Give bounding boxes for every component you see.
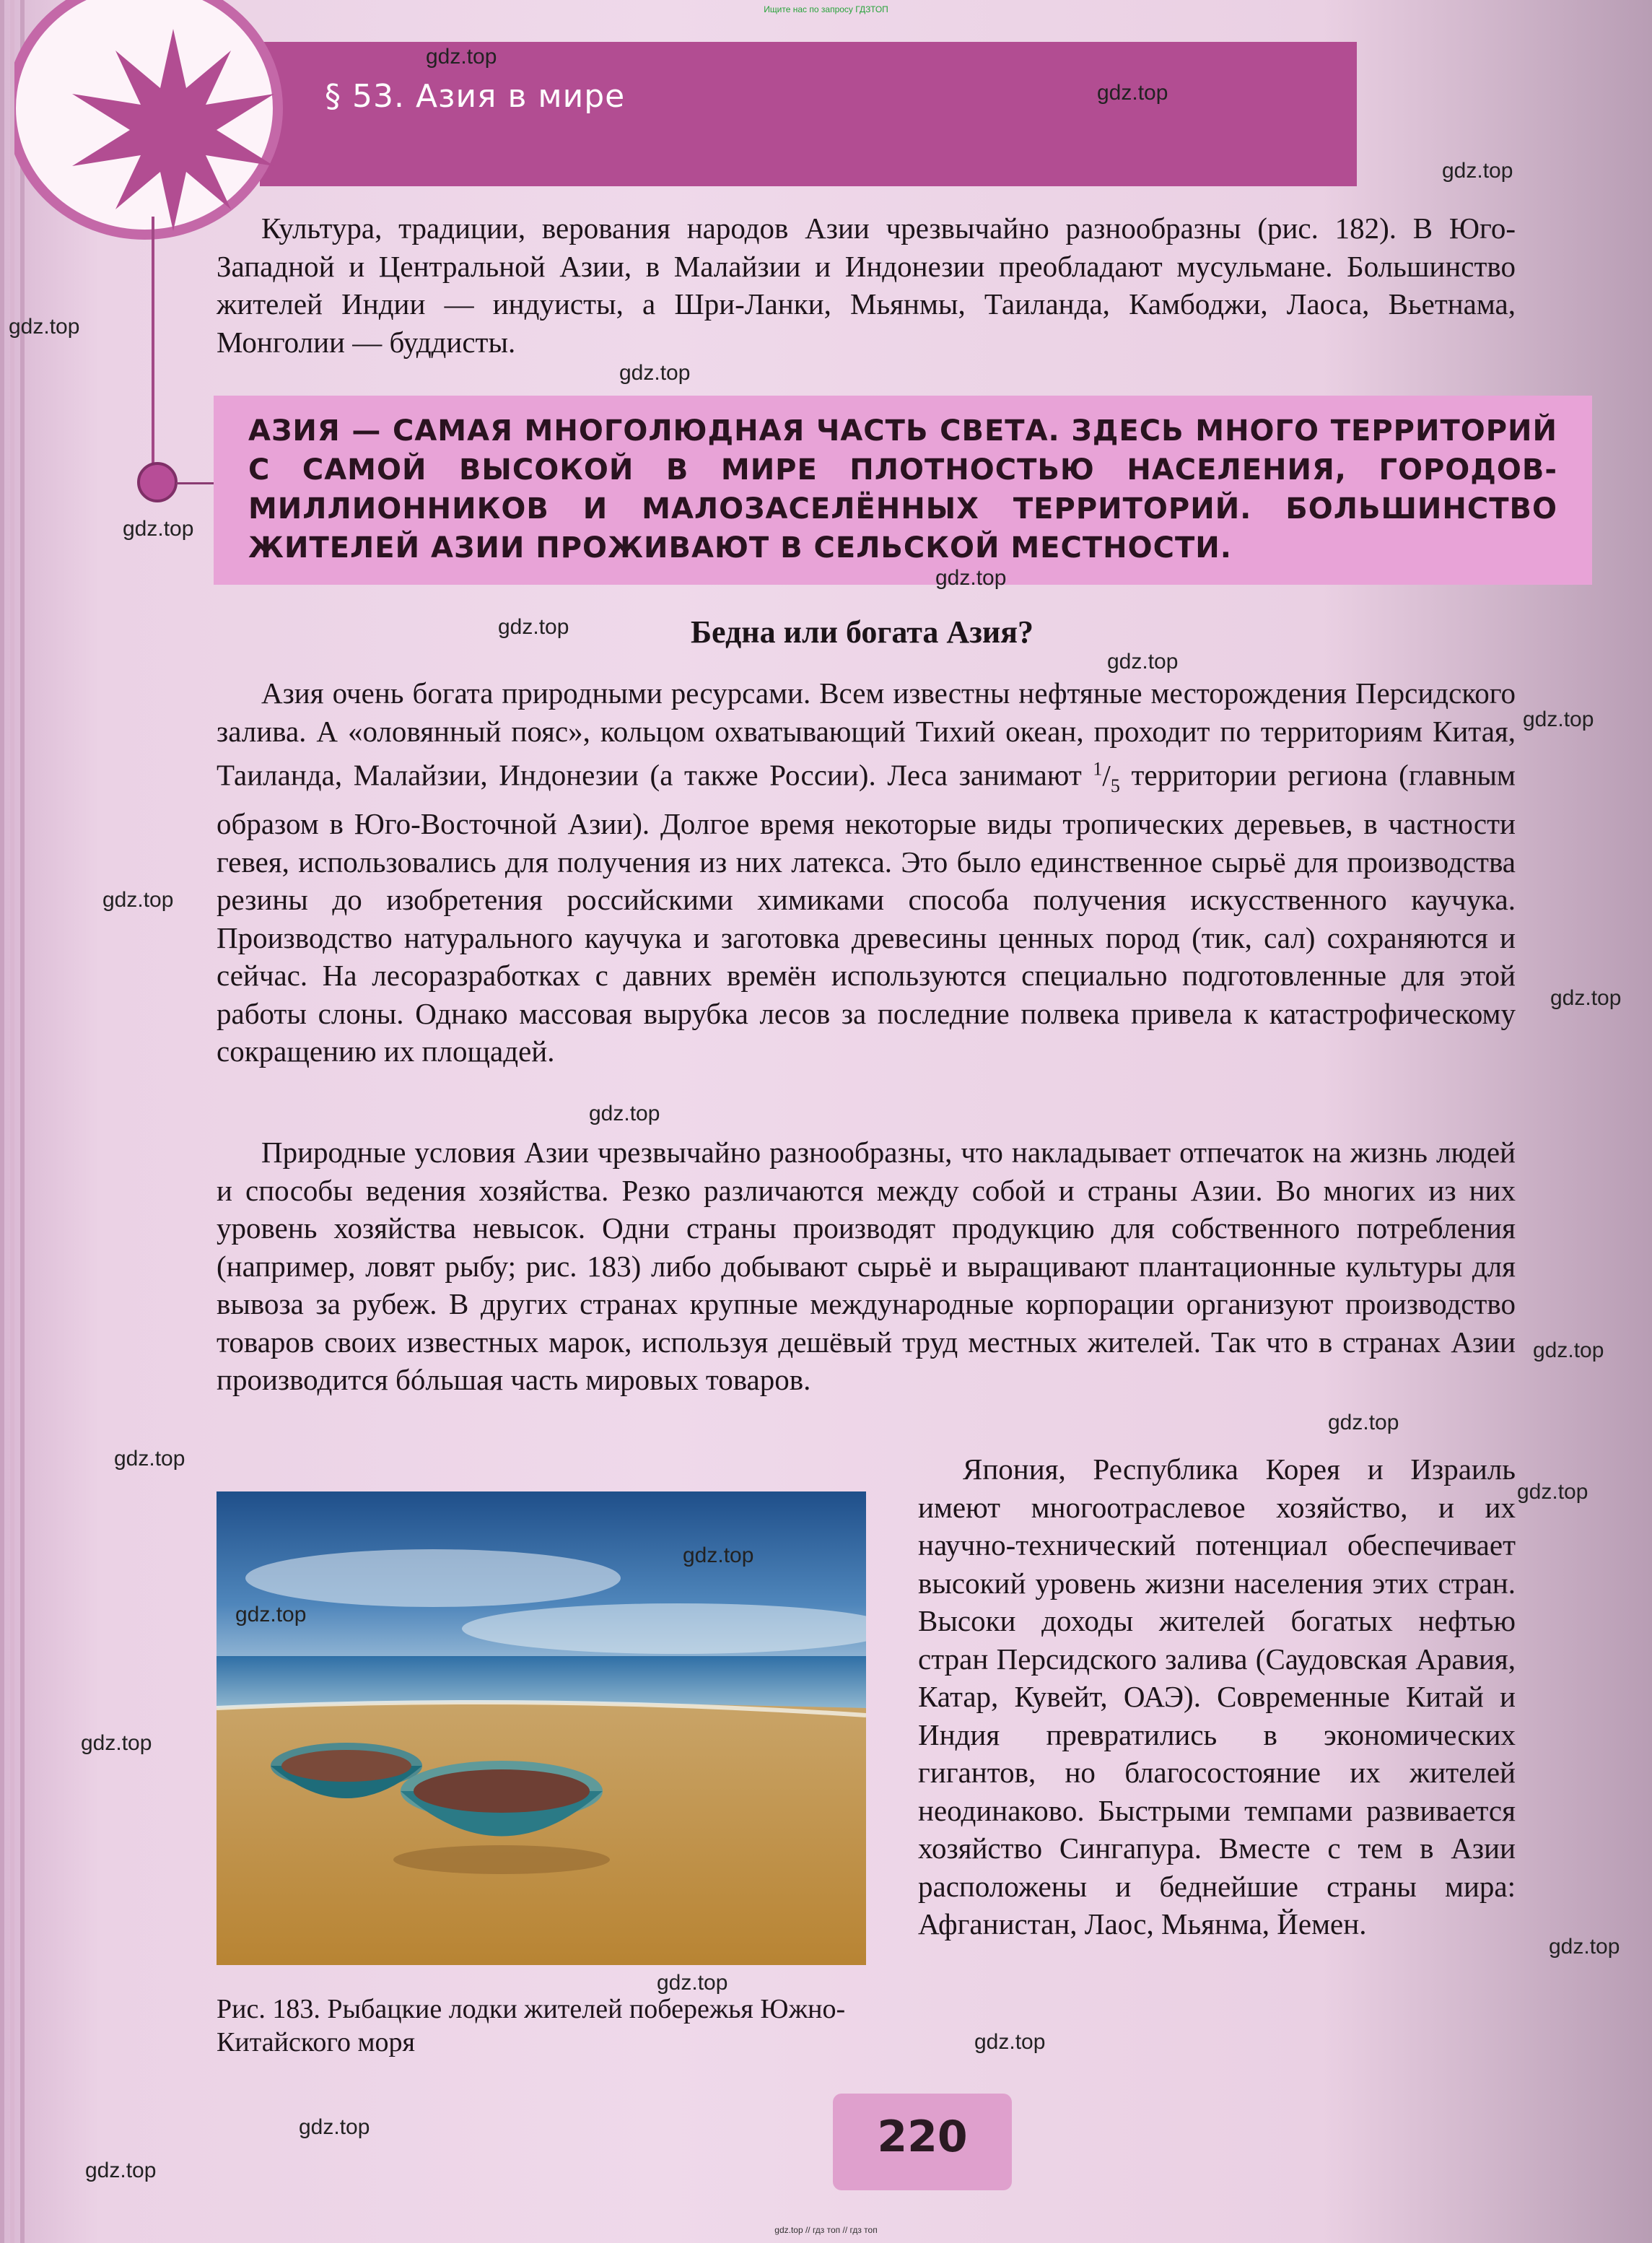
paragraph-culture: Культура, традиции, верования народов Азии чрезвычайно разнообразны (рис. 182). В Юго-Западной и Центральной Азии, в Малайзии и Индонезии преобладают мусульмане. Большинство жителей Индии — индуисты, а Шри-Ланки, Мьянмы, Таиланда, Камбоджи, Лаоса, Вьетнама, Монголии — буддисты. xyxy=(217,212,1516,359)
section-heading: Бедна или богата Азия? xyxy=(690,614,1034,650)
fishing-boats-image xyxy=(217,1491,866,1965)
watermark: gdz.top xyxy=(426,45,497,69)
paragraph-resources-part2: территории региона (главным образом в Юго-Восточной Азии). Долгое время некоторые виды тропических деревьев, в частности гевея, использовались для получения из них латекса. Это было единственное сырьё для производства резины до изобретения российскими химиками способа получения искусственного каучука. Производство натурального каучука и заготовка древесины ценных пород (тик, сал) сохраняются и сейчас. На лесоразработках с давних времён используются специально подготовленные для этой работы слоны. Однако массовая вырубка лесов за последние полвека привела к катастрофическому сокращению их площадей. xyxy=(217,758,1516,1068)
watermark: gdz.top xyxy=(935,566,1007,590)
top-note: Ищите нас по запросу ГДЗТОП xyxy=(764,4,888,14)
page-number: 220 xyxy=(877,2112,968,2162)
watermark: gdz.top xyxy=(683,1543,754,1567)
paragraph-conditions: Природные условия Азии чрезвычайно разнообразны, что накладывает отпечаток на жизнь людей и способы ведения хозяйства. Резко различаются между собой и страны Азии. Во многих из них уровень хозяйства невысок. Одни страны производят продукцию для собственного потребления (например, ловят рыбу; рис. 183) либо добывают сырьё и выращивают плантационные культуры для вывоза за рубеж. В других странах крупные международные корпорации организуют производство товаров своих известных марок, используя дешёвый труд местных жителей. Так что в странах Азии производится бóльшая часть мировых товаров. xyxy=(217,1136,1516,1396)
bottom-note: gdz.top // гдз топ // гдз топ xyxy=(774,2225,878,2235)
watermark: gdz.top xyxy=(1442,159,1513,183)
watermark: gdz.top xyxy=(85,2159,157,2182)
marker-dot xyxy=(137,462,178,502)
watermark: gdz.top xyxy=(1517,1480,1588,1504)
page-title: § 53. Азия в мире xyxy=(325,78,626,115)
watermark: gdz.top xyxy=(81,1731,152,1755)
paragraph-resources xyxy=(217,674,1516,1071)
watermark: gdz.top xyxy=(1107,650,1179,674)
paragraph-economy: Япония, Республика Корея и Израиль имеют многоотраслевое хозяйство, и их научно-технический потенциал обеспечивает высокий уровень жизни населения этих стран. Высоки доходы жителей богатых нефтью стран Персидского залива (Саудовская Аравия, Катар, Кувейт, ОАЭ). Современные Китай и Индия превратились в экономических гигантов, но благосостояние их жителей неодинаково. Быстрыми темпами развивается хозяйство Сингапура. Вместе с тем в Азии расположены и беднейшие страны мира: Афганистан, Лаос, Мьянма, Йемен. xyxy=(918,1452,1516,1941)
watermark: gdz.top xyxy=(299,2115,370,2139)
figure-183-photo xyxy=(217,1491,866,1965)
watermark: gdz.top xyxy=(1549,1935,1620,1959)
fraction-denominator: 5 xyxy=(1110,775,1120,796)
fraction-numerator: 1 xyxy=(1093,758,1103,779)
key-fact-text: АЗИЯ — САМАЯ МНОГОЛЮДНАЯ ЧАСТЬ СВЕТА. ЗДЕСЬ МНОГО ТЕРРИТОРИЙ С САМОЙ ВЫСОКОЙ В МИРЕ ПЛОТНОСТЬЮ НАСЕЛЕНИЯ, ГОРОДОВ-МИЛЛИОННИКОВ И МАЛОЗАСЕЛЁННЫХ ТЕРРИТОРИЙ. БОЛЬШИНСТВО ЖИТЕЛЕЙ АЗИИ ПРОЖИВАЮТ В СЕЛЬСКОЙ МЕСТНОСТИ. xyxy=(248,414,1557,565)
watermark: gdz.top xyxy=(498,615,569,639)
watermark: gdz.top xyxy=(657,1971,728,1995)
watermark: gdz.top xyxy=(974,2030,1046,2054)
watermark: gdz.top xyxy=(102,888,174,912)
watermark: gdz.top xyxy=(1097,81,1168,105)
watermark: gdz.top xyxy=(1328,1411,1399,1434)
section-line xyxy=(152,217,154,476)
page-edge xyxy=(0,0,4,2243)
key-fact-box xyxy=(214,396,1592,585)
figure-caption: Рис. 183. Рыбацкие лодки жителей побережья Южно-Китайского моря xyxy=(217,1994,846,2057)
watermark: gdz.top xyxy=(619,361,691,385)
watermark: gdz.top xyxy=(123,517,194,541)
watermark: gdz.top xyxy=(1523,707,1594,731)
watermark: gdz.top xyxy=(1533,1338,1604,1362)
paragraph-resources-part1: Азия очень богата природными ресурсами. Всем известны нефтяные месторождения Персидского залива. А «оловянный пояс», кольцом охватывающий Тихий океан, проходит по территориям Китая, Таиланда, Малайзии, Индонезии (а также России). Леса занимают xyxy=(217,676,1516,792)
watermark: gdz.top xyxy=(1550,986,1622,1010)
fraction: $^1/_5$ xyxy=(1093,758,1120,796)
watermark: gdz.top xyxy=(9,315,80,339)
watermark: gdz.top xyxy=(589,1102,660,1125)
watermark: gdz.top xyxy=(114,1447,185,1471)
watermark: gdz.top xyxy=(235,1603,307,1626)
star-icon xyxy=(65,22,281,238)
marker-line xyxy=(176,482,219,484)
